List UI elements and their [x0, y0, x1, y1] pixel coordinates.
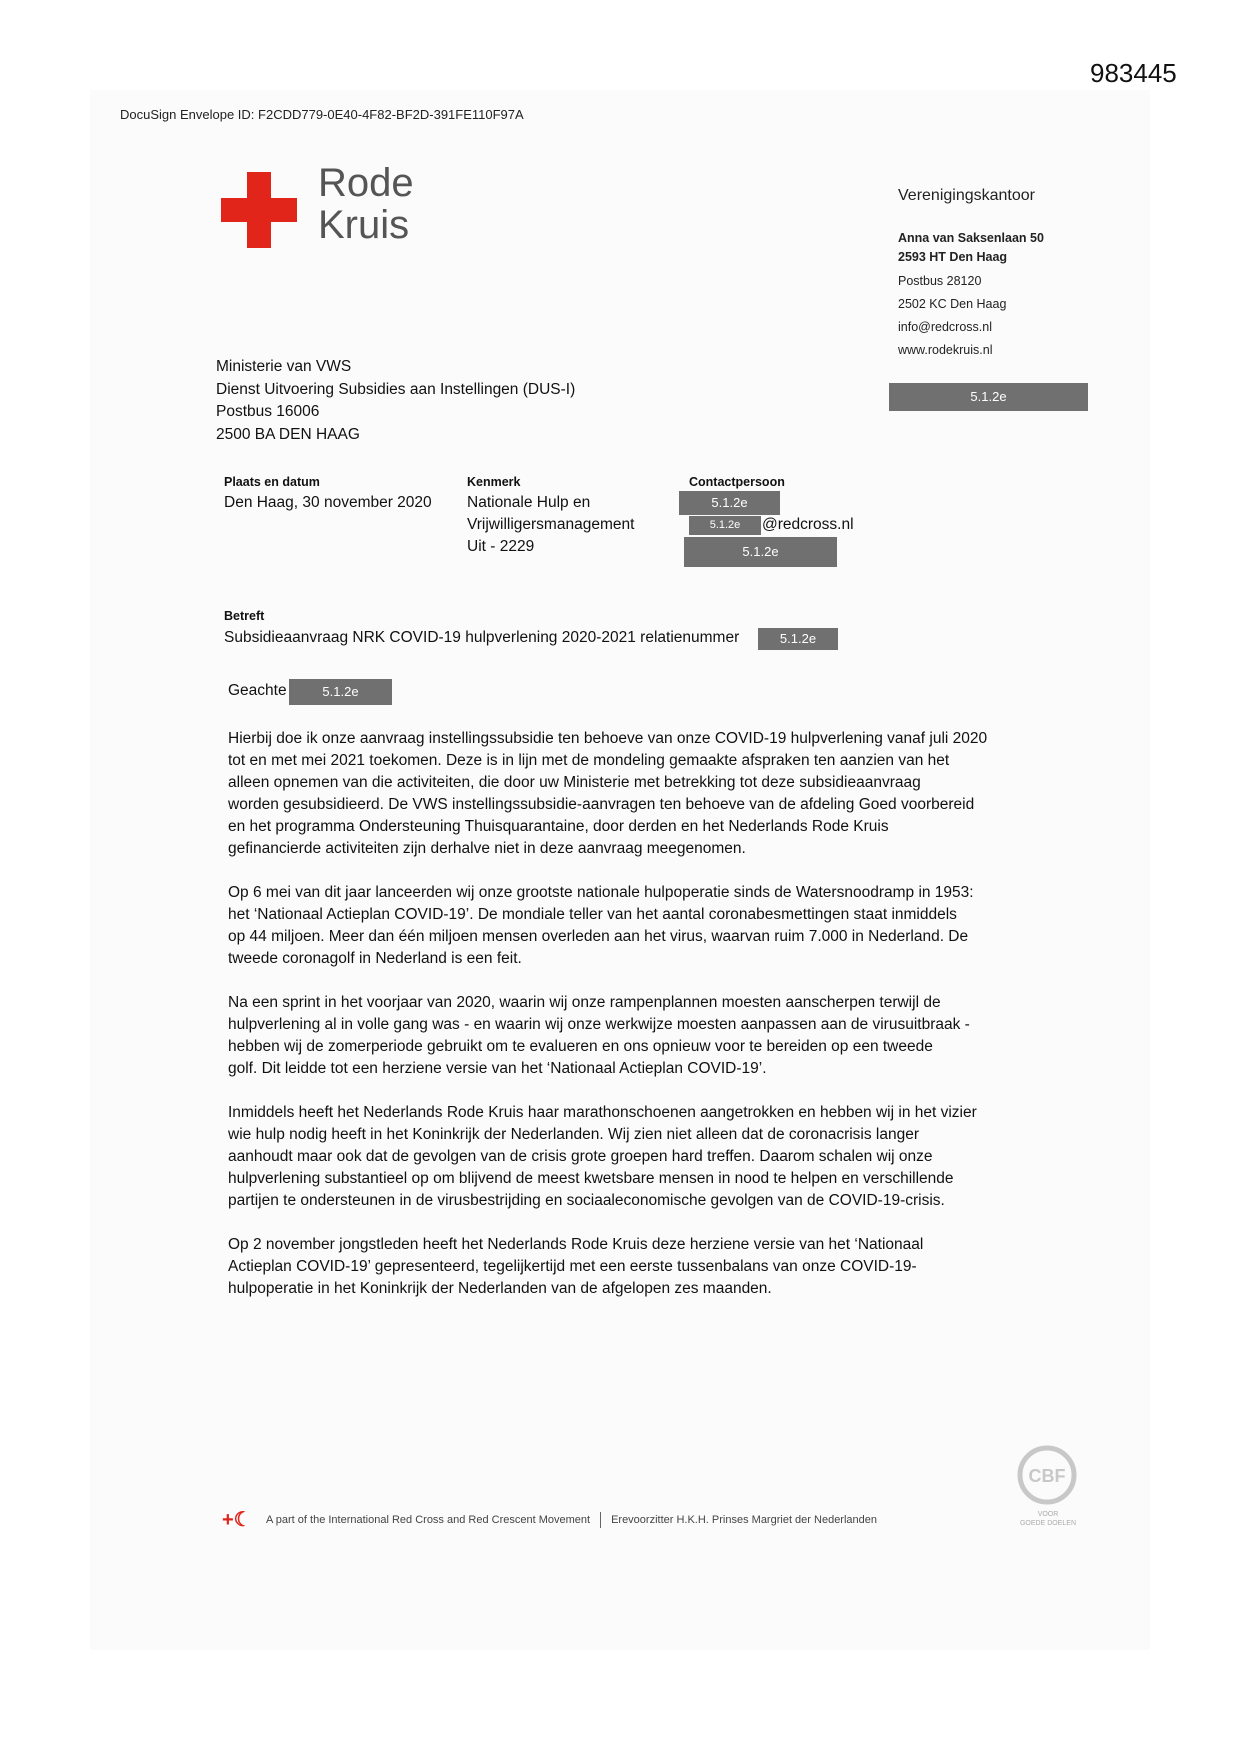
reference-value	[467, 492, 634, 558]
cbf-subtitle	[1016, 1510, 1080, 1528]
office-redaction: 5.1.2e	[889, 383, 1088, 411]
cbf-seal-icon	[1016, 1444, 1078, 1506]
reference-line-2: Vrijwilligersmanagement	[467, 516, 635, 533]
recipient-line-1: Ministerie van VWS	[216, 358, 352, 375]
document-number: 983445	[1090, 58, 1177, 88]
reference-line-3: Uit - 2229	[467, 538, 535, 555]
subject-text: Subsidieaanvraag NRK COVID-19 hulpverlening 2020-2021 relatienummer	[224, 629, 740, 646]
footer-text	[266, 1512, 877, 1528]
subject-redaction: 5.1.2e	[758, 628, 838, 650]
place-date-label: Plaats en datum	[224, 475, 320, 489]
logo-wordmark	[318, 162, 414, 246]
footer-patron: Erevoorzitter H.K.H. Prinses Margriet der Nederlanden	[611, 1513, 878, 1526]
place-date-value: Den Haag, 30 november 2020	[224, 494, 432, 511]
logo-line-2: Kruis	[318, 203, 410, 247]
paragraph: Op 6 mei van dit jaar lanceerden wij onze grootste nationale hulpoperatie sinds de Watersnoodramp in 1953: het ‘Nationaal Actieplan COVID-19’. De mondiale teller van het aantal coronabesmettingen staat inmiddels op 44 miljoen. Meer dan één miljoen mensen overleden aan het virus, waarvan ruim 7.000 in Nederland. De tweede coronagolf in Nederland is een feit.	[228, 884, 974, 967]
subject-label: Betreft	[224, 609, 265, 623]
office-email: info@redcross.nl	[898, 320, 992, 334]
cbf-sub-2: GOEDE DOELEN	[1019, 1520, 1076, 1527]
reference-line-1: Nationale Hulp en	[467, 494, 591, 511]
red-cross-crescent-icon: +☾	[222, 1509, 252, 1531]
cbf-mark: CBF	[1028, 1466, 1066, 1486]
paragraph: Na een sprint in het voorjaar van 2020, waarin wij onze rampenplannen moesten aanscherpen terwijl de hulpverlening al in volle gang was - en waarin wij onze werkwijze moesten aanpassen aan de virusuitbraak - hebben wij de zomerperiode gebruikt om te evalueren en ons opnieuw voor te bereiden op een tweede golf. Dit leidde tot een herziene versie van het ‘Nationaal Actieplan COVID-19’.	[228, 994, 970, 1077]
logo-line-1: Rode	[318, 161, 414, 205]
docusign-envelope-id: DocuSign Envelope ID: F2CDD779-0E40-4F82-BF2D-391FE110F97A	[120, 107, 524, 122]
paragraph: Inmiddels heeft het Nederlands Rode Kruis haar marathonschoenen aangetrokken en hebben wij in het vizier wie hulp nodig heeft in het Koninkrijk der Nederlanden. Wij zien niet alleen dat de coronacrisis langer aanhoudt maar ook dat de gevolgen van de crisis grote groepen hard treffen. Daarom schalen wij onze hulpverlening substantieel op om blijvend de meest kwetsbare mensen in nood te helpen en verschillende partijen te ondersteunen in de virusbestrijding en sociaaleconomische gevolgen van de COVID-19-crisis.	[228, 1104, 977, 1209]
footer-movement: A part of the International Red Cross and Red Crescent Movement	[266, 1513, 591, 1526]
cbf-sub-1: VOOR	[1037, 1511, 1059, 1518]
letter-body	[228, 728, 1033, 1322]
recipient-line-4: 2500 BA DEN HAAG	[216, 425, 360, 443]
recipient-address	[216, 356, 575, 446]
contact-email-redaction: 5.1.2e	[689, 516, 761, 535]
red-cross-logo-icon	[221, 172, 297, 248]
contact-email-suffix: @redcross.nl	[762, 516, 854, 533]
contact-phone-redaction: 5.1.2e	[684, 537, 837, 567]
paragraph: Op 2 november jongstleden heeft het Nederlands Rode Kruis deze herziene versie van het ‘Nationaal Actieplan COVID-19’ gepresenteerd, tegelijkertijd met een eerste tussenbalans van onze COVID-19- hulpoperatie in het Koninkrijk der Nederlanden van de afgelopen zes maanden.	[228, 1236, 924, 1297]
contact-label: Contactpersoon	[689, 475, 785, 489]
recipient-line-2: Dienst Uitvoering Subsidies aan Instellingen (DUS-I)	[216, 380, 576, 398]
recipient-line-3: Postbus 16006	[216, 403, 320, 420]
office-street: Anna van Saksenlaan 50	[898, 231, 1044, 245]
office-postcode: 2593 HT Den Haag	[898, 250, 1008, 264]
office-title: Verenigingskantoor	[898, 187, 1035, 204]
paragraph: Hierbij doe ik onze aanvraag instellingssubsidie ten behoeve van onze COVID-19 hulpverlening vanaf juli 2020 tot en met mei 2021 toekomen. Deze is in lijn met de mondeling gemaakte afspraken ten aanzien van het alleen opnemen van die activiteiten, die door uw Ministerie met betrekking tot deze subsidieaanvraag worden gesubsidieerd. De VWS instellingssubsidie-aanvragen ten behoeve van de afdeling Goed voorbereid en het programma Ondersteuning Thuisquarantaine, door derden en het Nederlands Rode Kruis gefinancierde activiteiten zijn derhalve niet in deze aanvraag meegenomen.	[228, 730, 988, 857]
office-postbus-city: 2502 KC Den Haag	[898, 297, 1007, 311]
salutation-text: Geachte	[228, 682, 287, 699]
footer-divider	[600, 1512, 601, 1528]
salutation-redaction: 5.1.2e	[289, 679, 392, 705]
office-website: www.rodekruis.nl	[898, 343, 993, 357]
office-postbus: Postbus 28120	[898, 274, 982, 288]
contact-name-redaction: 5.1.2e	[679, 491, 780, 515]
reference-label: Kenmerk	[467, 475, 521, 489]
